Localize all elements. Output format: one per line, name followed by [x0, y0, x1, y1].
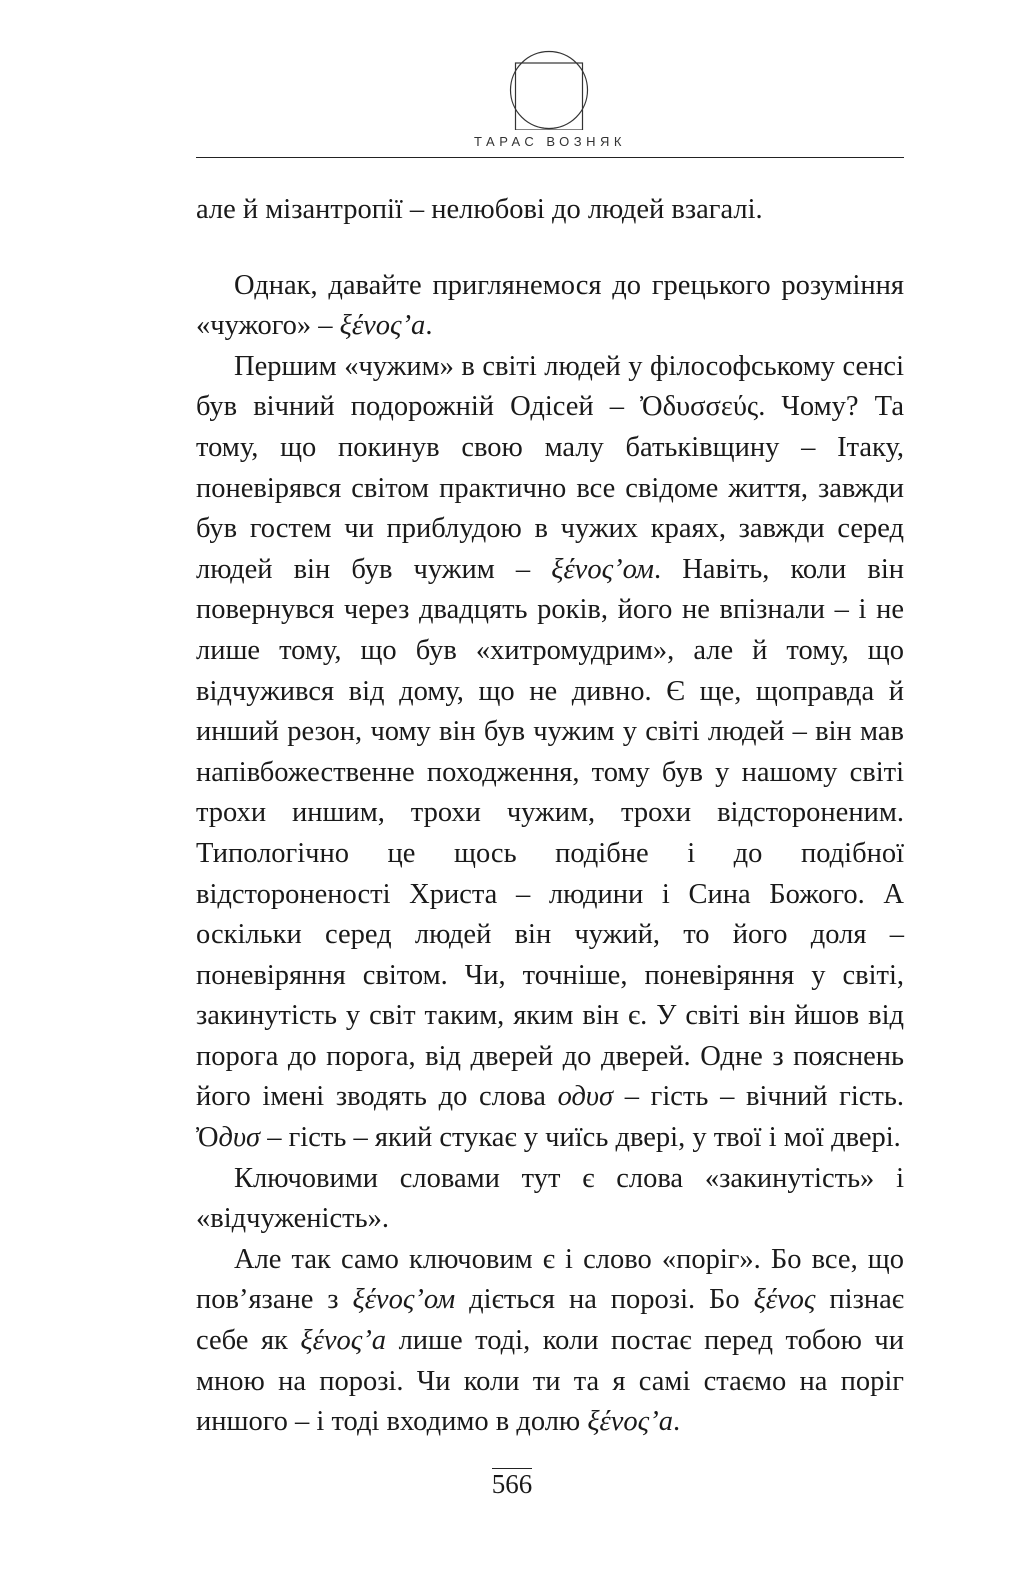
text-run: – гість – вічний гість. Ὀ [196, 1081, 905, 1154]
body-text [196, 190, 904, 1443]
italic-term: ξένος’ом [551, 553, 654, 585]
italic-term: ξένος’а [339, 310, 426, 342]
paragraph [196, 1240, 904, 1443]
italic-term: дυσ [218, 1122, 261, 1154]
text-run: – гість – який стукає у чиїсь двері, у твої і мої двері. [260, 1122, 901, 1154]
text-run: Ключовими словами тут є слова «закинутість» і «відчуженість». [196, 1162, 904, 1235]
italic-term: ξένος’ом [352, 1284, 456, 1316]
italic-term: ξένος’а [300, 1325, 387, 1357]
text-run: пізнає себе як [196, 1284, 904, 1357]
paragraph [196, 190, 904, 231]
italic-term: одυσ [557, 1081, 614, 1113]
text-run: . Навіть, коли він повернувся через двадцять років, його не впізнали – і не лише тому, що був «хитромудрим», але й тому, що відчужився від дому, що не дивно. Є ще, щоправда й инший резон, чому він був чужим у світі людей – він мав напівбожественне походження, тому був у нашому світі трохи иншим, трохи чужим, трохи відстороненим. Типологічно це щось подібне і до подібної відстороненості Христа – людини і Сина Божого. А оскільки серед людей він чужий, то його доля – поневіряння світом. Чи, точніше, поневіряння у світі, закинутість у світ таким, яким він є. У світі він йшов від порога до порога, від дверей до дверей. Одне з пояснень його імені зводять до слова [196, 553, 905, 1113]
text-run: але й мізантропії – нелюбові до людей взагалі. [196, 194, 763, 225]
text-run: діється на порозі. Бо [455, 1284, 754, 1316]
italic-term: ξένος [753, 1284, 816, 1316]
folio [0, 1468, 1024, 1498]
paragraph [196, 266, 904, 347]
page-number: 566 [491, 1469, 533, 1499]
text-run: . [672, 1406, 681, 1438]
text-run: лише тоді, коли постає перед тобою чи мною на порозі. Чи коли ти та я самі стаємо на поріг иншого – і тоді входимо в долю [196, 1325, 904, 1438]
italic-term: ξένος’а [587, 1406, 673, 1438]
circle-square-logo-icon [509, 50, 589, 130]
running-head: ТАРАС ВОЗНЯК [474, 134, 626, 149]
text-run: . [425, 310, 433, 342]
paragraph [196, 1159, 904, 1240]
paragraph [196, 347, 904, 1159]
text-run: Але так само ключовим є і слово «поріг». Бо все, що пов’язане з [196, 1243, 904, 1316]
header-rule [196, 157, 904, 158]
text-run: Першим «чужим» в світі людей у філософському сенсі був вічний подорожній Одісей – Ὀδυσσεύς. Чому? Та тому, що покинув свою малу батьківщину – Ітаку, поневірявся світом практично все свідоме життя, завжди був гостем чи приблудою в чужих краях, завжди серед людей він був чужим – [196, 350, 904, 585]
text-run: Однак, давайте приглянемося до грецького розуміння «чужого» – [196, 269, 904, 342]
